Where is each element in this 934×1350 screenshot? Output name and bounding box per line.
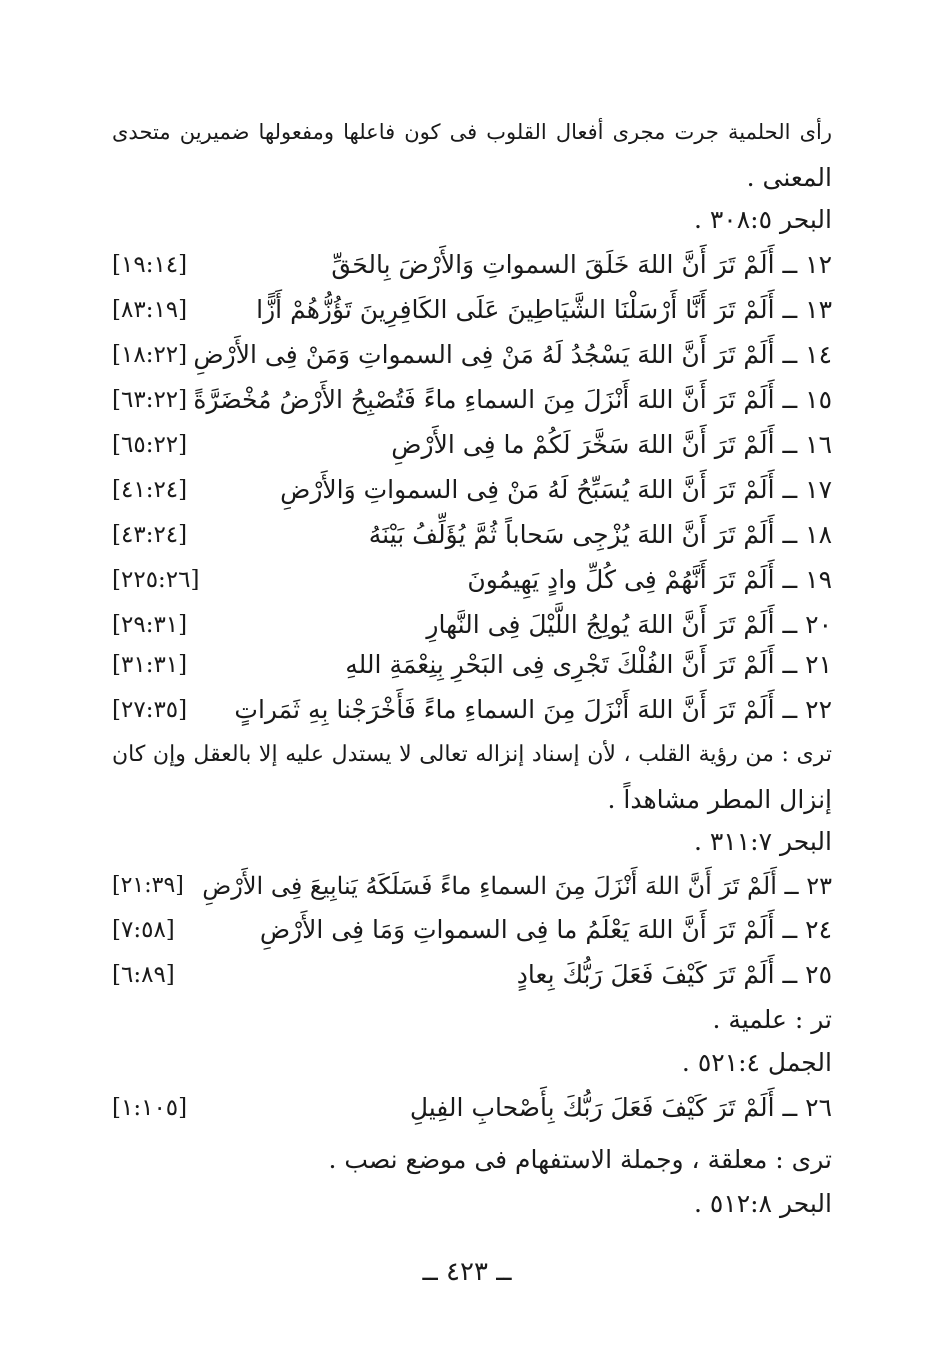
verse-reference: [٢١:٣٩] [112,873,184,898]
verse-reference: [٢٩:٣١] [112,612,188,638]
verse-text: ٢١ ــ أَلَمْ تَرَ أَنَّ الفُلْكَ تَجْرِى فِى البَحْرِ بِنِعْمَةِ اللهِ [345,650,832,679]
verse-text: ١٦ ــ أَلَمْ تَرَ أَنَّ اللهَ سَخَّرَ لَكُمْ ما فِى الأَرْضِ [391,430,832,459]
verse-reference: [٢٢٥:٢٦] [112,567,200,593]
verse-reference: [٢٧:٣٥] [112,697,188,723]
page-number: ــ ٤٢٣ ــ [422,1257,512,1287]
verse-text: ٢٦ ــ أَلَمْ تَرَ كَيْفَ فَعَلَ رَبُّكَ بِأَصْحابِ الفِيلِ [409,1093,832,1122]
verse-text: ١٢ ــ أَلَمْ تَرَ أَنَّ اللهَ خَلَقَ السمواتِ وَالأَرْضَ بِالحَقِّ [331,250,832,279]
verse-text: ١٣ ــ أَلَمْ تَرَ أَنَّا أَرْسَلْنَا الشَّيَاطِينَ عَلَى الكَافِرِينَ تَؤُزُّهُمْ أَزًّا [256,295,832,324]
verse-reference: [١٨:٢٢] [112,342,188,368]
verse-reference: [٧:٥٨] [112,917,175,943]
verse-reference: [١٩:١٤] [112,252,188,278]
verse-text: ١٤ ــ أَلَمْ تَرَ أَنَّ اللهَ يَسْجُدُ لَهُ مَنْ فِى السمواتِ وَمَنْ فِى الأَرْضِ [193,340,832,369]
verse-line-20 [112,605,832,645]
verse-reference: [٨٣:١٩] [112,297,188,323]
verse-line-24 [112,910,832,950]
verse-reference: [١:١٠٥] [112,1095,188,1121]
verse-line-14 [112,335,832,375]
verse-text: ١٥ ــ أَلَمْ تَرَ أَنَّ اللهَ أَنْزَلَ مِنَ السماءِ ماءً فَتُصْبِحُ الأَرْضُ مُخْضَرَّةً [193,385,832,414]
source-citation-1: البحر ٣٠٨:٥ . [693,205,832,234]
verse-line-26 [112,1088,832,1128]
verse-line-12 [112,245,832,285]
intro-line-2: المعنى . [746,163,832,192]
verse-reference: [٦:٨٩] [112,962,175,988]
verse-line-18 [112,515,832,555]
note-line-3: تر : علمية . [712,1005,832,1034]
verse-text: ١٩ ــ أَلَمْ تَرَ أَنَّهُمْ فِى كُلِّ وادٍ يَهِيمُونَ [467,565,832,594]
verse-line-19 [112,560,832,600]
verse-text: ١٨ ــ أَلَمْ تَرَ أَنَّ اللهَ يُزْجِى سَحاباً ثُمَّ يُؤَلِّفُ بَيْنَهُ [368,520,832,549]
verse-line-21 [112,645,832,685]
source-citation-3: الجمل ٥٢١:٤ . [681,1048,832,1077]
verse-line-15 [112,380,832,420]
verse-text: ١٧ ــ أَلَمْ تَرَ أَنَّ اللهَ يُسَبِّحُ لَهُ مَنْ فِى السمواتِ وَالأَرْضِ [280,475,832,504]
source-citation-2: البحر ٣١١:٧ . [693,827,832,856]
verse-text: ٢٤ ــ أَلَمْ تَرَ أَنَّ اللهَ يَعْلَمُ ما فِى السمواتِ وَمَا فِى الأَرْضِ [259,915,832,944]
verse-reference: [٣١:٣١] [112,652,188,678]
note-line-4: ترى : معلقة ، وجملة الاستفهام فى موضع نصب . [328,1145,832,1174]
verse-line-17 [112,470,832,510]
verse-reference: [٤١:٢٤] [112,477,188,503]
note-line-2b: إنزال المطر مشاهداً . [607,785,832,814]
verse-reference: [٦٥:٢٢] [112,432,188,458]
intro-line-1: رأى الحلمية جرت مجرى أفعال القلوب فى كون فاعلها ومفعولها ضميرين متحدى [112,120,832,144]
note-line-2a: ترى : من رؤية القلب ، لأن إسناد إنزاله تعالى لا يستدل عليه إلا بالعقل وإن كان [112,742,832,767]
verse-text: ٢٣ ــ أَلَمْ تَرَ أَنَّ اللهَ أَنْزَلَ مِنَ السماءِ ماءً فَسَلَكَهُ يَنابِيعَ فِى الأَرْضِ [202,872,832,900]
source-citation-4: البحر ٥١٢:٨ . [693,1189,832,1218]
verse-line-16 [112,425,832,465]
verse-text: ٢٢ ــ أَلَمْ تَرَ أَنَّ اللهَ أَنْزَلَ مِنَ السماءِ ماءً فَأَخْرَجْنا بِهِ ثَمَراتٍ [234,695,832,724]
verse-reference: [٤٣:٢٤] [112,522,188,548]
verse-text: ٢٥ ــ أَلَمْ تَرَ كَيْفَ فَعَلَ رَبُّكَ بِعادٍ [516,960,832,989]
verse-text: ٢٠ ــ أَلَمْ تَرَ أَنَّ اللهَ يُولِجُ اللَّيْلَ فِى النَّهارِ [426,610,832,639]
verse-reference: [٦٣:٢٢] [112,387,188,413]
verse-line-25 [112,955,832,995]
verse-line-23 [112,866,832,906]
verse-line-13 [112,290,832,330]
verse-line-22 [112,690,832,730]
